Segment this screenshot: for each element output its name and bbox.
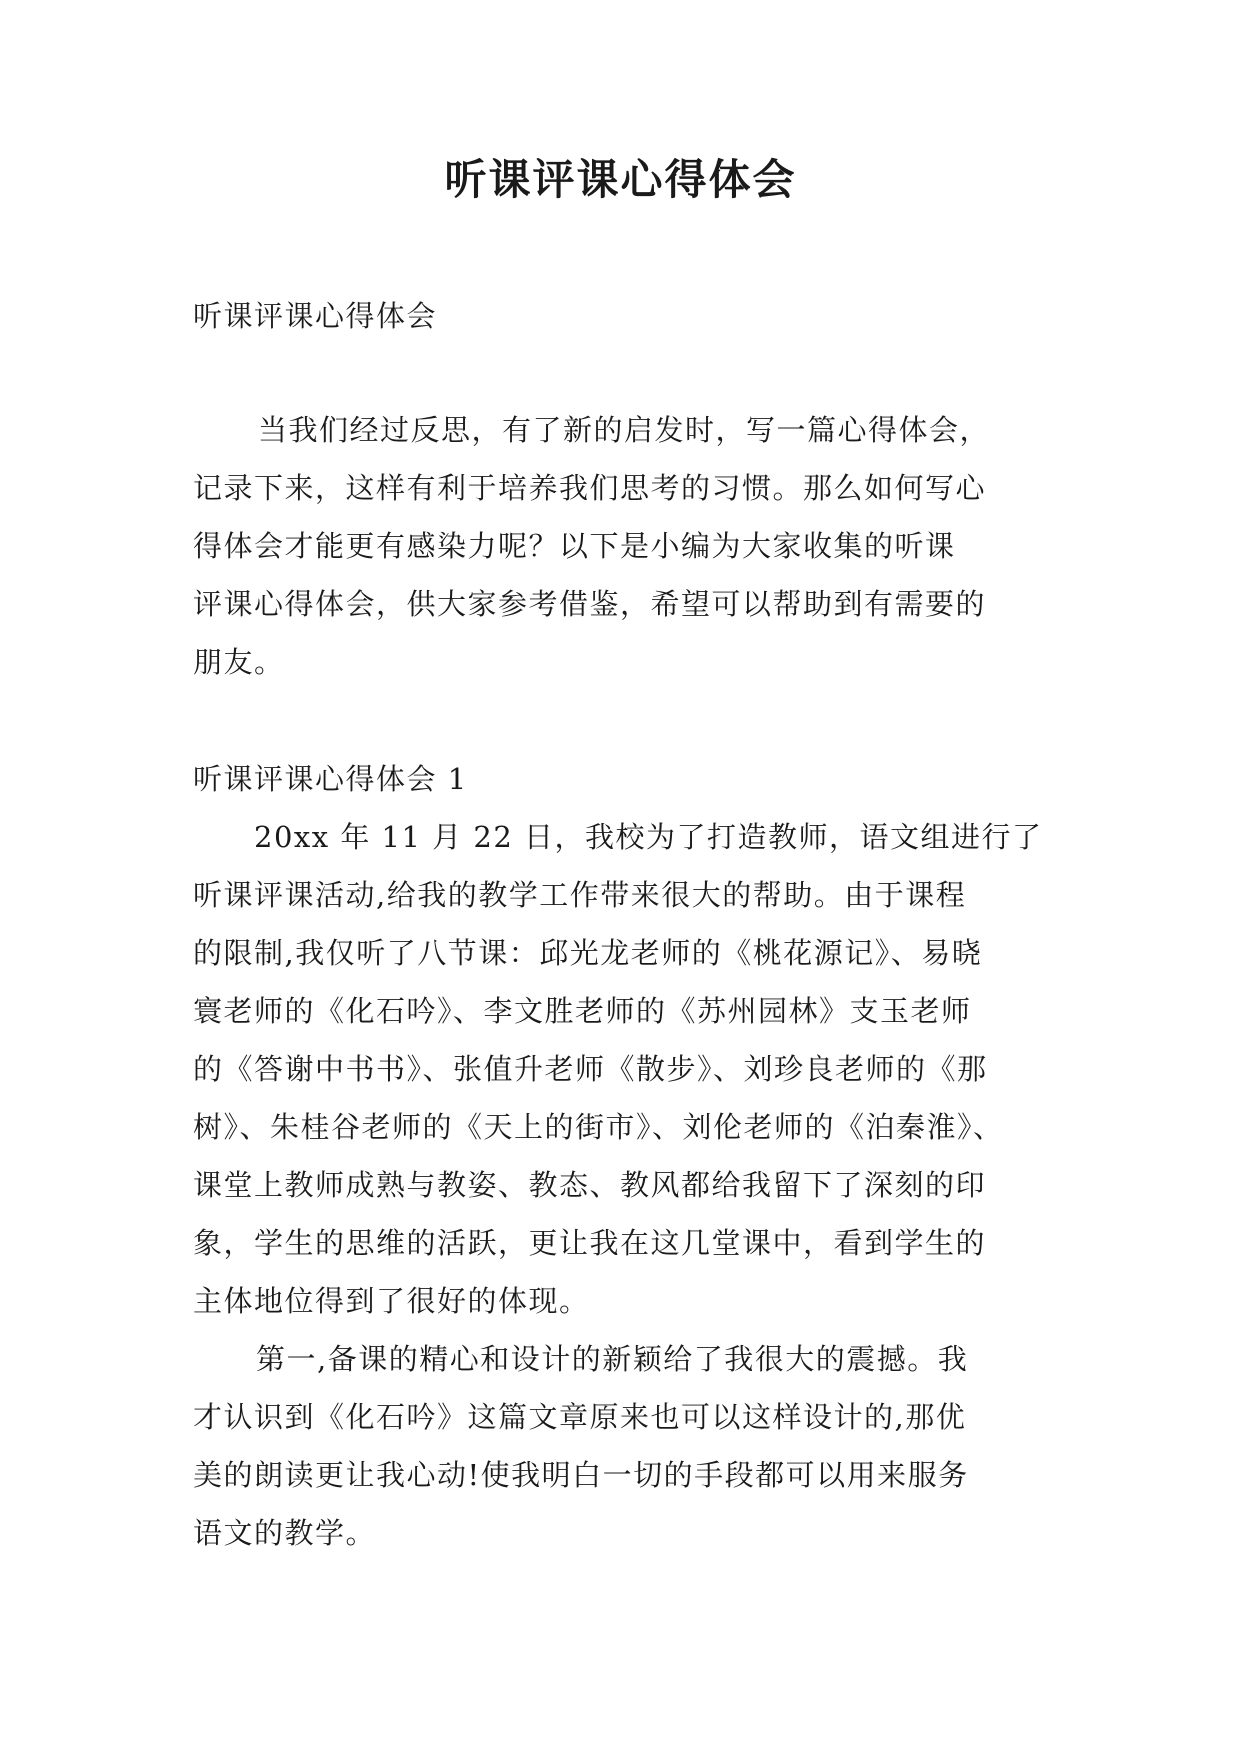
paragraph-line: 听课评课活动,给我的教学工作带来很大的帮助。由于课程	[193, 878, 967, 912]
paragraph-line: 的限制,我仅听了八节课：邱光龙老师的《桃花源记》、易晓	[193, 936, 983, 970]
document-subtitle: 听课评课心得体会	[193, 299, 438, 333]
paragraph-line: 第一,备课的精心和设计的新颖给了我很大的震撼。我	[256, 1342, 969, 1376]
paragraph-line: 课堂上教师成熟与教姿、教态、教风都给我留下了深刻的印	[193, 1168, 987, 1202]
page-title: 听课评课心得体会	[444, 155, 797, 204]
paragraph-line: 的《答谢中书书》、张值升老师《散步》、刘珍良老师的《那	[193, 1052, 988, 1086]
intro-line: 评课心得体会，供大家参考借鉴，希望可以帮助到有需要的	[193, 587, 987, 621]
paragraph-line: 语文的教学。	[193, 1516, 377, 1550]
intro-line: 得体会才能更有感染力呢？以下是小编为大家收集的听课	[193, 529, 956, 563]
intro-line: 当我们经过反思，有了新的启发时，写一篇心得体会，	[258, 413, 991, 447]
paragraph-line: 寰老师的《化石吟》、李文胜老师的《苏州园林》支玉老师	[193, 994, 972, 1028]
intro-line: 朋友。	[193, 645, 285, 679]
paragraph-line: 象，学生的思维的活跃，更让我在这几堂课中，看到学生的	[193, 1226, 987, 1260]
paragraph-line: 20xx 年 11 月 22 日，我校为了打造教师，语文组进行了	[254, 820, 1043, 854]
paragraph-line: 才认识到《化石吟》这篇文章原来也可以这样设计的,那优	[193, 1400, 967, 1434]
section-heading: 听课评课心得体会 1	[193, 762, 468, 796]
paragraph-line: 树》、朱桂谷老师的《天上的街市》、刘伦老师的《泊秦淮》、	[193, 1110, 1004, 1144]
paragraph-line: 美的朗读更让我心动!使我明白一切的手段都可以用来服务	[193, 1458, 969, 1492]
paragraph-line: 主体地位得到了很好的体现。	[193, 1284, 590, 1318]
intro-line: 记录下来，这样有利于培养我们思考的习惯。那么如何写心	[193, 471, 987, 505]
